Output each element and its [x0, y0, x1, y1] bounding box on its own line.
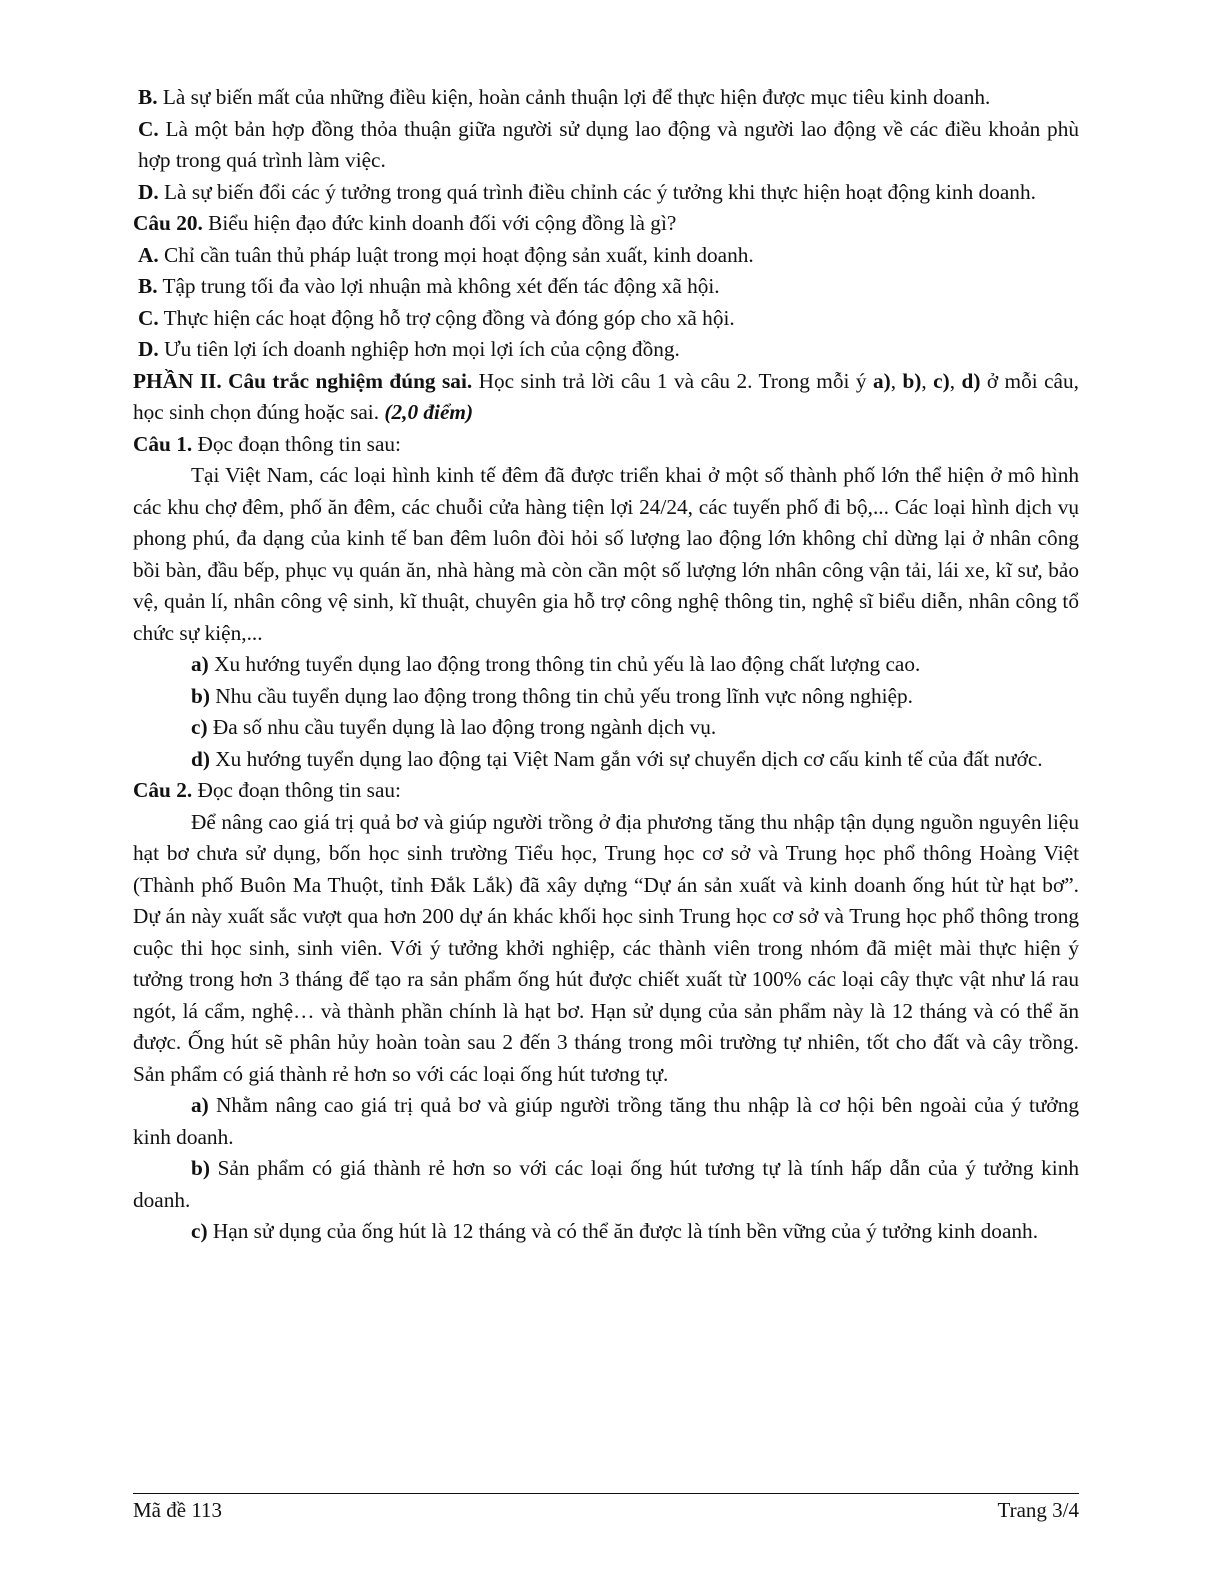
- q1-item-b: [133, 681, 1079, 713]
- item-letter: a): [191, 652, 209, 676]
- item-text: Xu hướng tuyển dụng lao động tại Việt Nam gắn với sự chuyển dịch cơ cấu kinh tế của đất nước.: [209, 746, 1043, 771]
- q1-item-d: [133, 744, 1079, 776]
- part2-title: PHẦN II. Câu trắc nghiệm đúng sai.: [133, 368, 473, 393]
- page-number: Trang 3/4: [997, 1498, 1079, 1522]
- item-letter: c): [191, 715, 208, 739]
- option-letter: C.: [138, 305, 159, 330]
- q19-option-c: [133, 114, 1079, 177]
- footer-divider: [133, 1493, 1079, 1494]
- q20-option-d: [133, 334, 1079, 366]
- q1-passage: Tại Việt Nam, các loại hình kinh tế đêm đã được triển khai ở một số thành phố lớn thể hiện ở mô hình các khu chợ đêm, phố ăn đêm, các chuỗi cửa hàng tiện lợi 24/24, các tuyến phố đi bộ,... Các loại hình dịch vụ phong phú, đa dạng của kinh tế ban đêm luôn đòi hỏi số lượng lao động lớn không chỉ dừng lại ở nhân công bồi bàn, đầu bếp, phục vụ quán ăn, nhà hàng mà còn cần một số lượng lớn nhân công vận tải, lái xe, kĩ sư, bảo vệ, quản lí, nhân công vệ sinh, kĩ thuật, chuyên gia hỗ trợ công nghệ thông tin, nghệ sĩ biểu diễn, nhân công tổ chức sự kiện,...: [133, 463, 1079, 645]
- q20-option-c: [133, 303, 1079, 335]
- separator: ,: [890, 368, 903, 393]
- part2-instruction-2: ở mỗi câu, học sinh chọn đúng hoặc sai.: [133, 368, 1079, 424]
- question-text: Biểu hiện đạo đức kinh doanh đối với cộng đồng là gì?: [202, 211, 677, 235]
- q2-item-b: [133, 1153, 1079, 1216]
- question-label: Câu 1.: [133, 431, 193, 456]
- q19-option-b: [133, 82, 1079, 114]
- question-text: Đọc đoạn thông tin sau:: [192, 431, 401, 456]
- item-text: Xu hướng tuyển dụng lao động trong thông tin chủ yếu là lao động chất lượng cao.: [208, 652, 921, 676]
- q2-item-a: [133, 1090, 1079, 1153]
- option-text: Ưu tiên lợi ích doanh nghiệp hơn mọi lợi ích của cộng đồng.: [158, 337, 680, 361]
- q1-item-a: [133, 649, 1079, 681]
- option-text: Là sự biến mất của những điều kiện, hoàn cảnh thuận lợi để thực hiện được mục tiêu kinh doanh.: [157, 85, 991, 109]
- q2-passage: Để nâng cao giá trị quả bơ và giúp người trồng ở địa phương tăng thu nhập tận dụng nguồn nguyên liệu hạt bơ chưa sử dụng, bốn học sinh trường Tiểu học, Trung học cơ sở và Trung học phổ thông Hoàng Việt (Thành phố Buôn Ma Thuột, tỉnh Đắk Lắk) đã xây dựng “Dự án sản xuất và kinh doanh ống hút từ hạt bơ”. Dự án này xuất sắc vượt qua hơn 200 dự án khác khối học sinh Trung học cơ sở và Trung học phổ thông trong cuộc thi học sinh, sinh viên. Với ý tưởng khởi nghiệp, các thành viên trong nhóm đã miệt mài thực hiện ý tưởng trong hơn 3 tháng để tạo ra sản phẩm ống hút được chiết xuất từ 100% các loại cây thực vật như lá rau ngót, lá cẩm, nghệ… và thành phần chính là hạt bơ. Hạn sử dụng của sản phẩm này là 12 tháng và có thể ăn được. Ống hút sẽ phân hủy hoàn toàn sau 2 đến 3 tháng trong môi trường tự nhiên, tốt cho đất và cây trồng. Sản phẩm có giá thành rẻ hơn so với các loại ống hút tương tự.: [133, 809, 1079, 1086]
- option-letter: A.: [138, 242, 159, 267]
- q1-item-c: [133, 712, 1079, 744]
- option-text: Chỉ cần tuân thủ pháp luật trong mọi hoạt động sản xuất, kinh doanh.: [158, 242, 754, 267]
- question-text: Đọc đoạn thông tin sau:: [192, 778, 401, 802]
- item-letter-d: d): [961, 368, 981, 393]
- option-letter: C.: [138, 116, 159, 141]
- item-letter: b): [191, 683, 210, 708]
- option-text: Là một bản hợp đồng thỏa thuận giữa người sử dụng lao động và người lao động về các điều khoản phù hợp trong quá trình làm việc.: [138, 116, 1079, 172]
- q19-option-d: [133, 177, 1079, 209]
- q2-question: [133, 775, 1079, 807]
- item-letter-c: c): [933, 368, 950, 393]
- exam-page: [133, 82, 1079, 1248]
- item-letter: d): [191, 746, 210, 771]
- option-text: Thực hiện các hoạt động hỗ trợ cộng đồng và đóng góp cho xã hội.: [158, 305, 735, 330]
- item-text: Hạn sử dụng của ống hút là 12 tháng và có thể ăn được là tính bền vững của ý tưởng kinh doanh.: [207, 1219, 1039, 1243]
- separator: ,: [921, 368, 934, 393]
- q1-question: [133, 429, 1079, 461]
- exam-code: Mã đề 113: [133, 1498, 223, 1522]
- part2-instruction: Học sinh trả lời câu 1 và câu 2. Trong mỗi ý: [472, 368, 873, 393]
- q20-question: [133, 208, 1079, 240]
- question-label: Câu 20.: [133, 211, 203, 235]
- part2-heading: [133, 366, 1079, 429]
- item-text: Sản phẩm có giá thành rẻ hơn so với các loại ống hút tương tự là tính hấp dẫn của ý tưởng kinh doanh.: [133, 1156, 1079, 1212]
- item-letter: a): [191, 1093, 209, 1117]
- separator: ,: [949, 368, 962, 393]
- q20-option-b: [133, 271, 1079, 303]
- item-text: Đa số nhu cầu tuyển dụng là lao động trong ngành dịch vụ.: [207, 715, 717, 739]
- item-letter-b: b): [902, 368, 922, 393]
- option-text: Là sự biến đổi các ý tưởng trong quá trình điều chỉnh các ý tưởng khi thực hiện hoạt động kinh doanh.: [158, 179, 1036, 204]
- item-letter: c): [191, 1219, 208, 1243]
- part2-points: (2,0 điểm): [384, 400, 474, 424]
- item-letter-a: a): [872, 368, 891, 393]
- option-letter: B.: [138, 274, 158, 298]
- page-footer: [133, 1496, 1079, 1524]
- q2-item-c: [133, 1216, 1079, 1248]
- option-letter: D.: [138, 337, 159, 361]
- q20-option-a: [133, 240, 1079, 272]
- option-text: Tập trung tối đa vào lợi nhuận mà không xét đến tác động xã hội.: [157, 274, 720, 298]
- item-letter: b): [191, 1156, 210, 1180]
- option-letter: D.: [138, 179, 159, 204]
- option-letter: B.: [138, 85, 158, 109]
- item-text: Nhằm nâng cao giá trị quả bơ và giúp người trồng tăng thu nhập là cơ hội bên ngoài của ý tưởng kinh doanh.: [133, 1093, 1079, 1149]
- question-label: Câu 2.: [133, 778, 193, 802]
- item-text: Nhu cầu tuyển dụng lao động trong thông tin chủ yếu trong lĩnh vực nông nghiệp.: [209, 683, 913, 708]
